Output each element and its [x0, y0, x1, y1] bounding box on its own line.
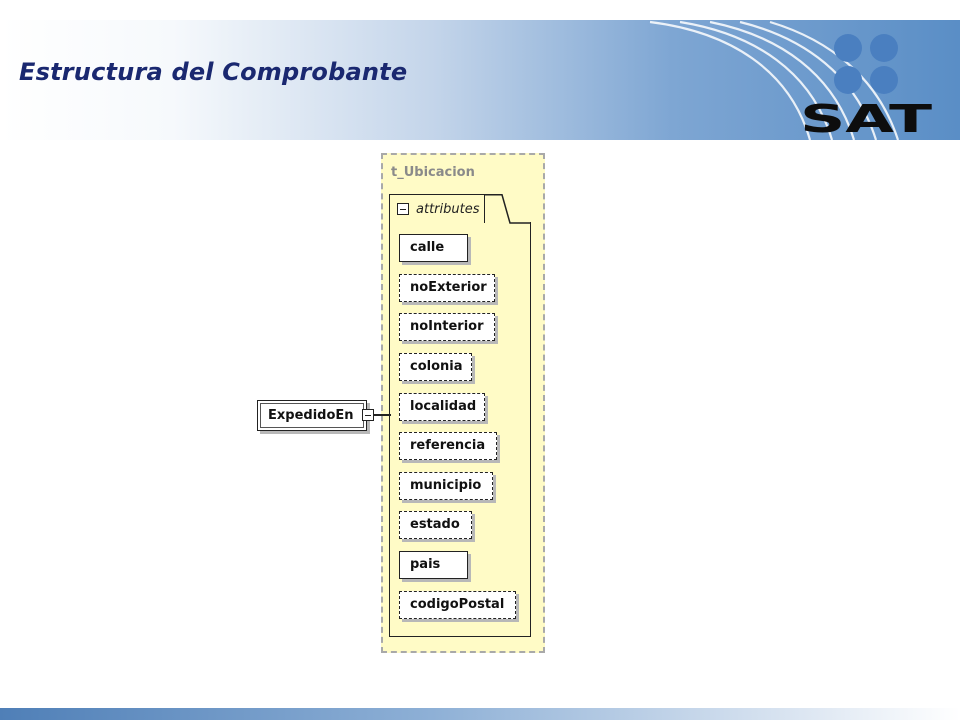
attribute-calle[interactable]: calle: [399, 234, 468, 262]
sat-logo-text: SAT: [800, 97, 933, 140]
footer-bar: [0, 708, 960, 720]
attribute-localidad[interactable]: localidad: [399, 393, 485, 421]
attribute-noexterior[interactable]: noExterior: [399, 274, 495, 302]
sat-logo: [640, 20, 960, 140]
slide-header: [0, 20, 960, 140]
element-connector-line: [374, 414, 391, 416]
attribute-pais[interactable]: pais: [399, 551, 468, 579]
attribute-codigopostal[interactable]: codigoPostal: [399, 591, 516, 619]
attribute-estado[interactable]: estado: [399, 511, 472, 539]
attribute-referencia[interactable]: referencia: [399, 432, 497, 460]
complex-type-name: t_Ubicacion: [391, 165, 475, 180]
collapse-attributes-icon[interactable]: [397, 203, 409, 215]
element-expedidoen[interactable]: ExpedidoEn: [257, 400, 367, 431]
attributes-label: attributes: [416, 202, 480, 217]
logo-circles: [834, 34, 898, 94]
attribute-colonia[interactable]: colonia: [399, 353, 472, 381]
attributes-tab-edge: [484, 194, 534, 224]
attribute-municipio[interactable]: municipio: [399, 472, 493, 500]
collapse-element-icon[interactable]: [362, 409, 374, 421]
attribute-nointerior[interactable]: noInterior: [399, 313, 495, 341]
slide-title: Estructura del Comprobante: [19, 58, 408, 86]
